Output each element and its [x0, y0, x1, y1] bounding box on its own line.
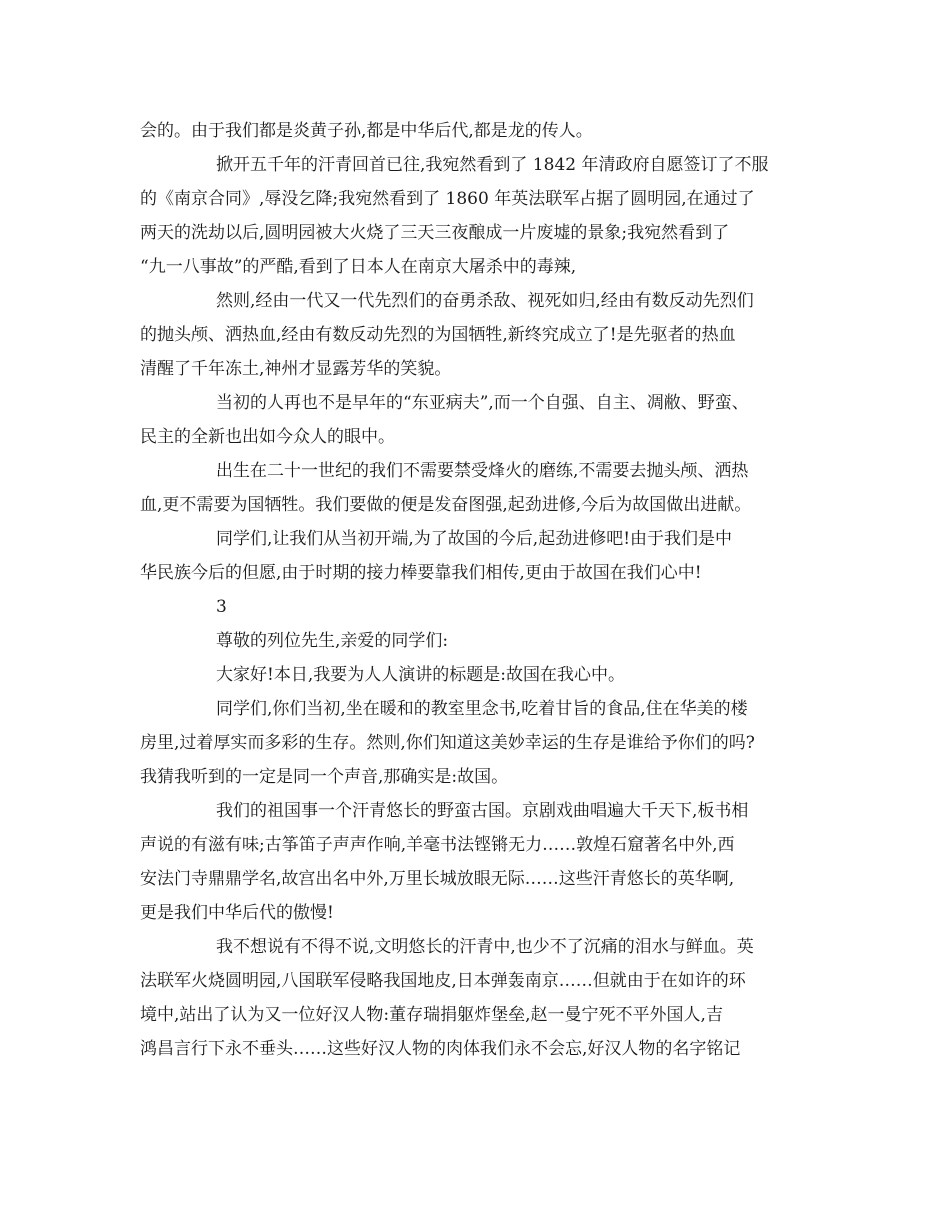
text-line: 同学们,你们当初,坐在暖和的教室里念书,吃着甘旨的食品,住在华美的楼: [216, 699, 748, 719]
text-line: 血,更不需要为国牺牲。我们要做的便是发奋图强,起劲进修,今后为故国做出进献。: [140, 495, 752, 515]
text-line: 掀开五千年的汗青回首已往,我宛然看到了 1842 年清政府自愿签订了不服: [216, 155, 769, 175]
text-line: 安法门寺鼎鼎学名,故宫出名中外,万里长城放眼无际……这些汗青悠长的英华啊,: [140, 869, 735, 889]
text-line: 会的。由于我们都是炎黄子孙,都是中华后代,都是龙的传人。: [140, 121, 593, 141]
text-line: 华民族今后的但愿,由于时期的接力棒要靠我们相传,更由于故国在我们心中!: [140, 563, 702, 583]
text-line: 然则,经由一代又一代先烈们的奋勇杀敌、视死如归,经由有数反动先烈们: [216, 291, 754, 311]
text-line: 我不想说有不得不说,文明悠长的汗青中,也少不了沉痛的泪水与鲜血。英: [216, 937, 754, 957]
text-line: 的《南京合同》,辱没乞降;我宛然看到了 1860 年英法联军占据了圆明园,在通过了: [140, 189, 755, 209]
text-line: 我们的祖国事一个汗青悠长的野蛮古国。京剧戏曲唱遍大千天下,板书相: [216, 801, 749, 821]
text-line: 清醒了千年冻土,神州才显露芳华的笑貌。: [140, 359, 452, 379]
text-line: 民主的全新也出如今众人的眼中。: [140, 427, 395, 447]
text-line: 法联军火烧圆明园,八国联军侵略我国地皮,日本弹轰南京……但就由于在如许的环: [140, 971, 746, 991]
text-line: 更是我们中华后代的傲慢!: [140, 903, 334, 923]
text-line: 两天的洗劫以后,圆明园被大火烧了三天三夜酿成一片废墟的景象;我宛然看到了: [140, 223, 730, 243]
text-line: 大家好!本日,我要为人人演讲的标题是:故国在我心中。: [216, 665, 625, 685]
text-line: 3: [216, 597, 227, 617]
text-line: 声说的有滋有味;古筝笛子声声作响,羊毫书法铿锵无力……敦煌石窟著名中外,西: [140, 835, 735, 855]
text-line: 尊敬的列位先生,亲爱的同学们:: [216, 631, 449, 651]
text-line: 出生在二十一世纪的我们不需要禁受烽火的磨练,不需要去抛头颅、洒热: [216, 461, 749, 481]
text-line: 鸿昌言行下永不垂头……这些好汉人物的肉体我们永不会忘,好汉人物的名字铭记: [140, 1039, 741, 1059]
text-line: 同学们,让我们从当初开端,为了故国的今后,起劲进修吧!由于我们是中: [216, 529, 733, 549]
text-line: 房里,过着厚实而多彩的生存。然则,你们知道这美妙幸运的生存是谁给予你们的吗?: [140, 733, 755, 753]
text-line: 我猜我听到的一定是同一个声音,那确实是:故国。: [140, 767, 509, 787]
text-line: 的抛头颅、洒热血,经由有数反动先烈的为国牺牲,新终究成立了!是先驱者的热血: [140, 325, 736, 345]
text-line: 当初的人再也不是早年的“东亚病夫”,而一个自强、自主、凋敝、野蛮、: [216, 393, 749, 413]
text-line: “九一八事故”的严酷,看到了日本人在南京大屠杀中的毒辣,: [140, 257, 577, 277]
document-body-text: [140, 114, 820, 1066]
text-line: 境中,站出了认为又一位好汉人物:董存瑞捐躯炸堡垒,赵一曼宁死不平外国人,吉: [140, 1005, 723, 1025]
